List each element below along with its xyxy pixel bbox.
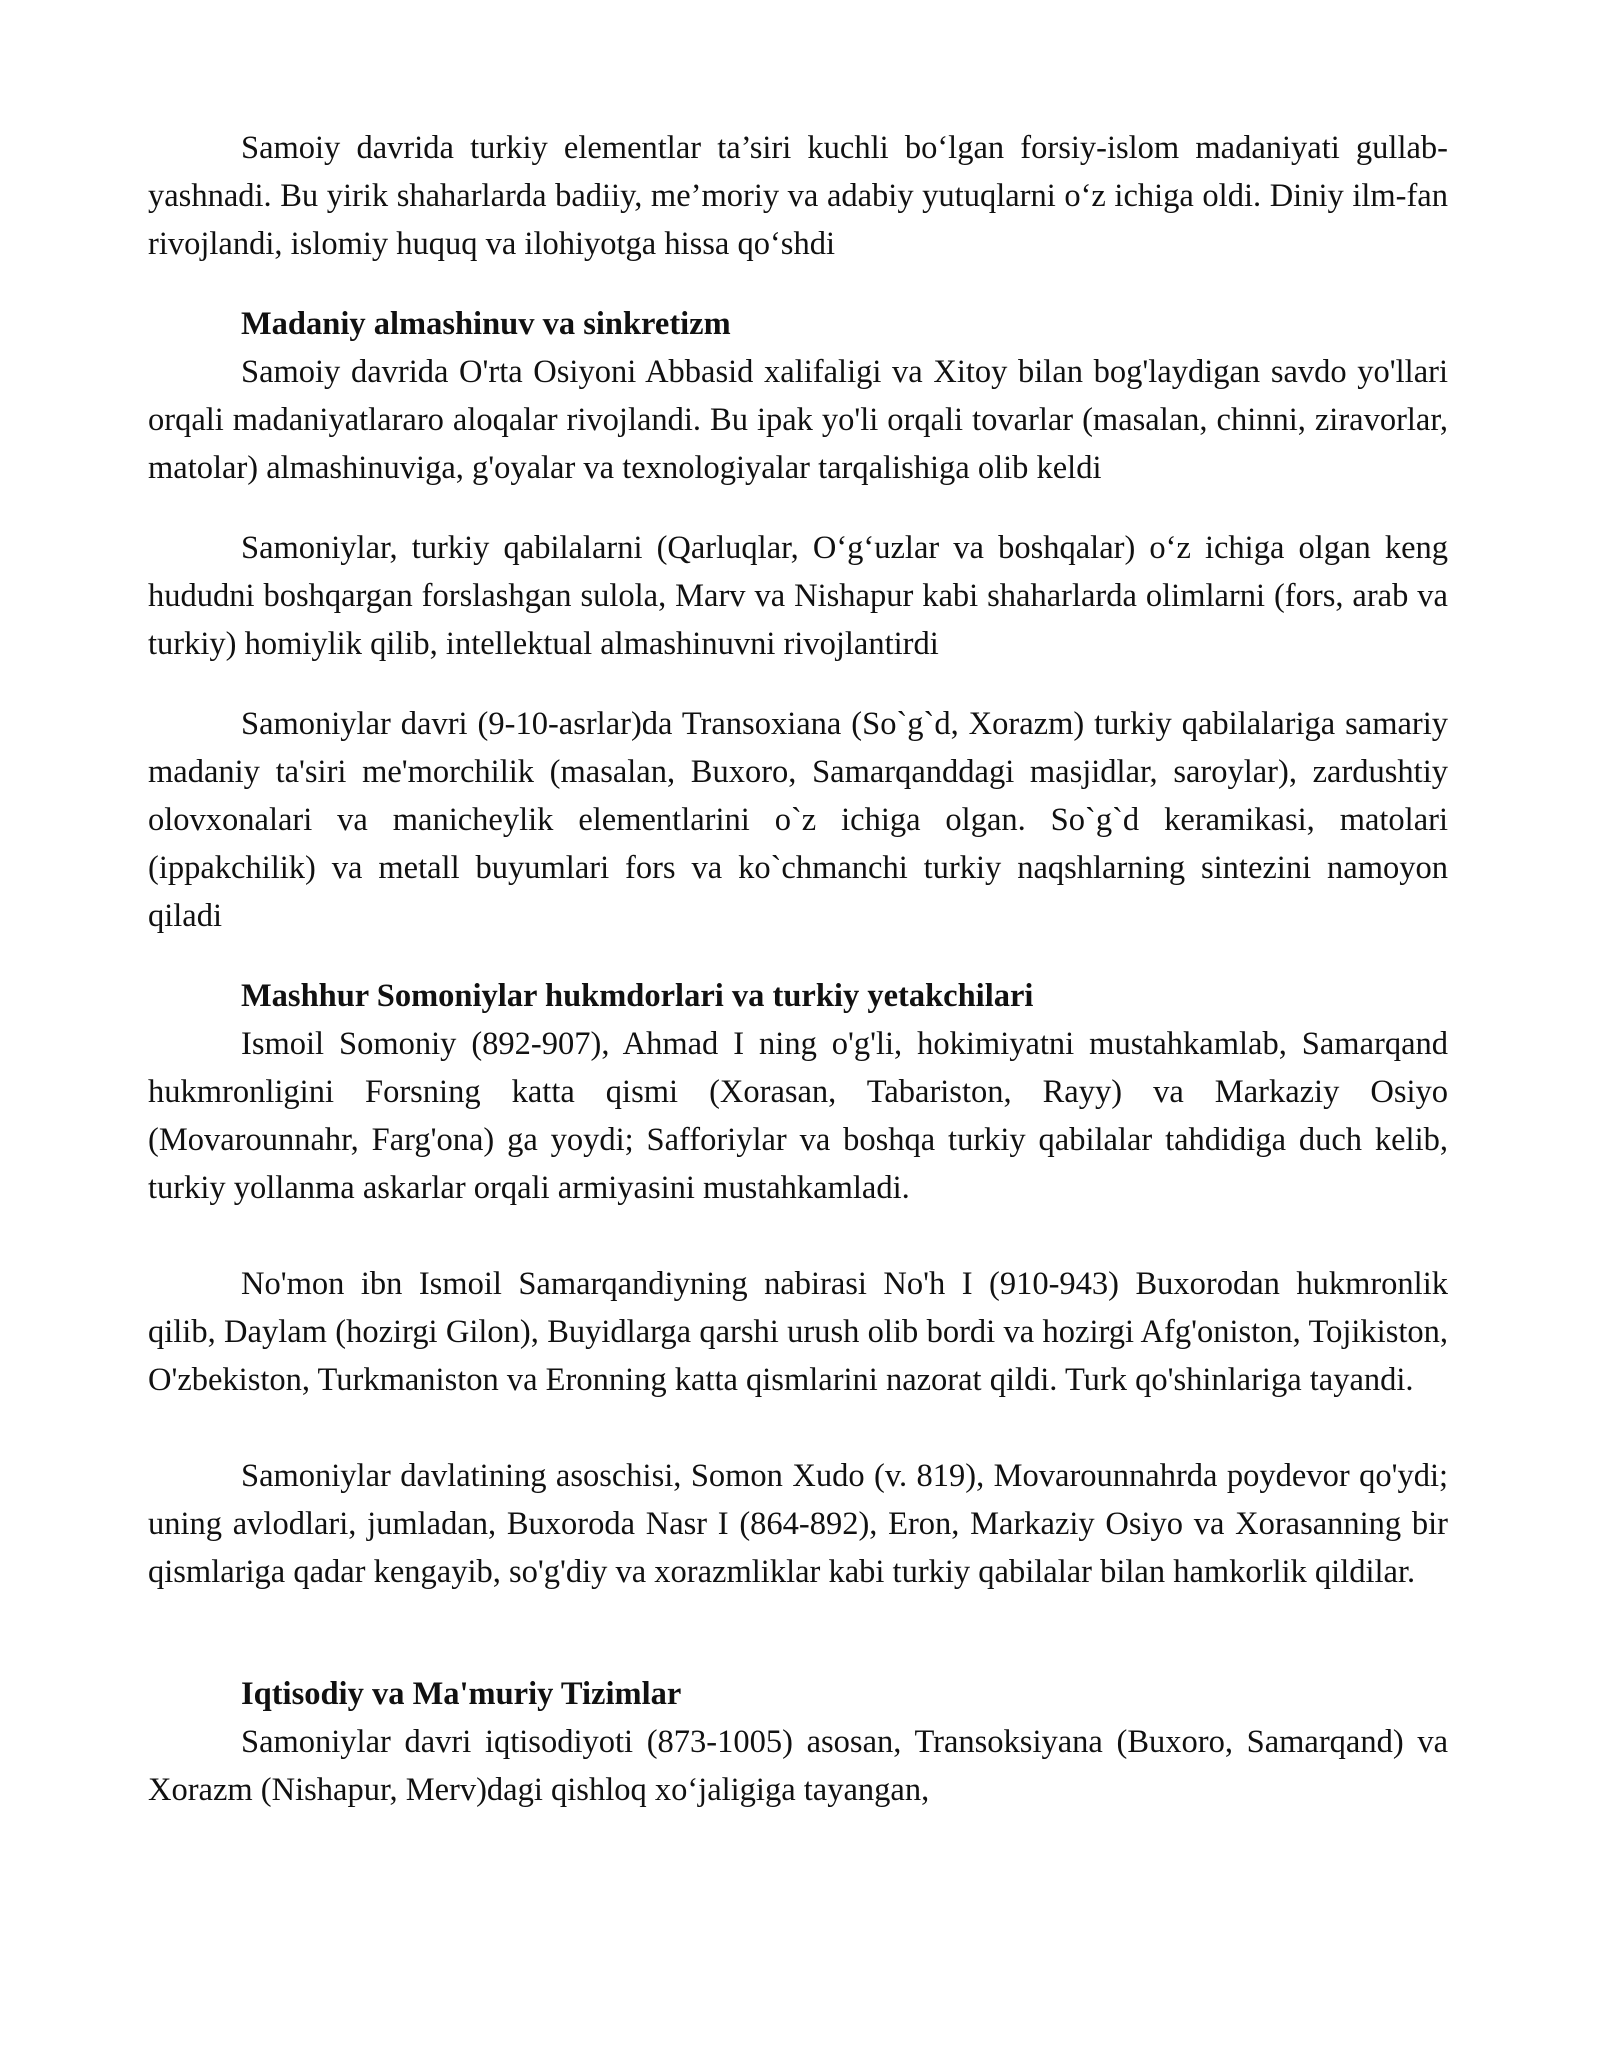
paragraph-ismoil-somoniy: Ismoil Somoniy (892-907), Ahmad I ning o'g'li, hokimiyatni mustahkamlab, Samarqand hukmronligini Forsning katta qismi (Xorasan, Tabariston, Rayy) va Markaziy Osiyo (Movarounnahr, Farg'ona) ga yoydi; Safforiylar va boshqa turkiy qabilalar tahdidiga duch kelib, turkiy yollanma askarlar orqali armiyasini mustahkamladi. — [148, 1026, 1448, 1206]
paragraph-nuh-i: No'mon ibn Ismoil Samarqandiyning nabirasi No'h I (910-943) Buxorodan hukmronlik qilib, Daylam (hozirgi Gilon), Buyidlarga qarshi urush olib bordi va hozirgi Afg'oniston, Tojikiston, O'zbekiston, Turkmaniston va Eronning katta qismlarini nazorat qildi. Turk qo'shinlariga tayandi. — [148, 1266, 1448, 1398]
paragraph-somon-xudo: Samoniylar davlatining asoschisi, Somon Xudo (v. 819), Movarounnahrda poydevor qo'ydi; uning avlodlari, jumladan, Buxoroda Nasr I (864-892), Eron, Markaziy Osiyo va Xorasanning bir qismlariga qadar kengayib, so'g'diy va xorazmliklar kabi turkiy qabilalar bilan hamkorlik qildilar. — [148, 1458, 1448, 1590]
paragraph-transoxiana: Samoniylar davri (9-10-asrlar)da Transoxiana (So`g`d, Xorazm) turkiy qabilalariga samariy madaniy ta'siri me'morchilik (masalan, Buxoro, Samarqanddagi masjidlar, saroylar), zardushtiy olovxonalari va manicheylik elementlarini o`z ichiga olgan. So`g`d keramikasi, matolari (ippakchilik) va metall buyumlari fors va ko`chmanchi turkiy naqshlarning sintezini namoyon qiladi — [148, 706, 1448, 934]
heading-rulers: Mashhur Somoniylar hukmdorlari va turkiy yetakchilari — [241, 978, 1034, 1014]
spacer — [148, 940, 1448, 972]
paragraph-trade-routes: Samoiy davrida O'rta Osiyoni Abbasid xalifaligi va Xitoy bilan bog'laydigan savdo yo'llari orqali madaniyatlararo aloqalar rivojlandi. Bu ipak yo'li orqali tovarlar (masalan, chinni, ziravorlar, matolar) almashinuviga, g'oyalar va texnologiyalar tarqalishiga olib keldi — [148, 354, 1448, 486]
paragraph-samanid-culture: Samoiy davrida turkiy elementlar ta’siri kuchli bo‘lgan forsiy-islom madaniyati gullab-yashnadi. Bu yirik shaharlarda badiiy, me’moriy va adabiy yutuqlarni o‘z ichiga oldi. Diniy ilm-fan rivojlandi, islomiy huquq va ilohiyotga hissa qo‘shdi — [148, 130, 1448, 262]
paragraph-samanid-dynasty: Samoniylar, turkiy qabilalarni (Qarluqlar, O‘g‘uzlar va boshqalar) o‘z ichiga olgan keng hududni boshqargan forslashgan sulola, Marv va Nishapur kabi shaharlarda olimlarni (fors, arab va turkiy) homiylik qilib, intellektual almashinuvni rivojlantirdi — [148, 530, 1448, 662]
spacer — [148, 668, 1448, 700]
spacer — [148, 1404, 1448, 1452]
document-page — [148, 124, 1448, 1814]
spacer — [148, 492, 1448, 524]
spacer — [148, 1212, 1448, 1260]
heading-economy: Iqtisodiy va Ma'muriy Tizimlar — [241, 1676, 682, 1712]
spacer — [148, 268, 1448, 300]
spacer — [148, 1596, 1448, 1670]
paragraph-economy: Samoniylar davri iqtisodiyoti (873-1005) asosan, Transoksiyana (Buxoro, Samarqand) va Xorazm (Nishapur, Merv)dagi qishloq xo‘jaligiga tayangan, — [148, 1724, 1448, 1808]
heading-cultural-exchange: Madaniy almashinuv va sinkretizm — [241, 306, 731, 342]
